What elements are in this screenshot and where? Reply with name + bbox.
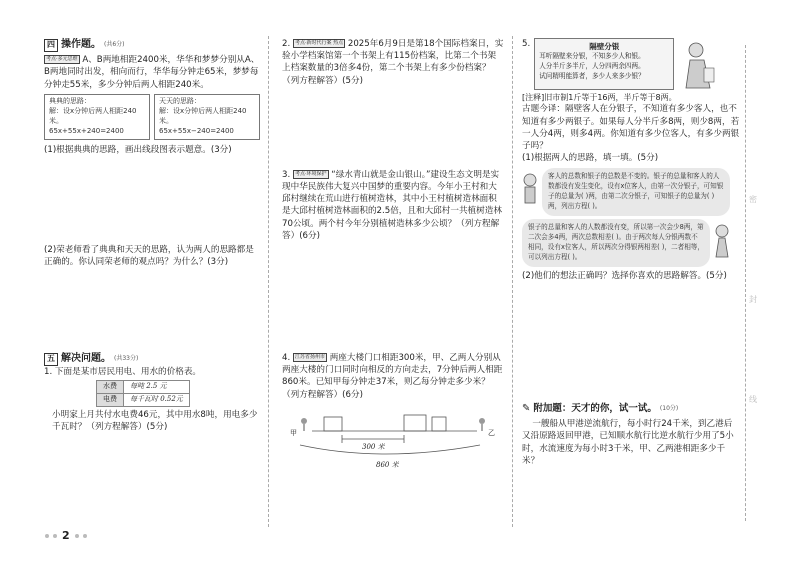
section-score: (共33分) <box>114 354 139 362</box>
bonus-score: (10分) <box>659 404 679 412</box>
problem-2 <box>282 38 504 87</box>
bonus-heading <box>522 402 740 416</box>
dot-icon <box>75 534 79 538</box>
page-number: 2 <box>62 529 70 542</box>
table-cell: 每千瓦时 0.52元 <box>124 394 190 407</box>
table-cell: 水费 <box>97 381 124 394</box>
buildings-diagram <box>282 395 504 475</box>
label-yi: 乙 <box>488 429 495 437</box>
poem-scroll <box>534 38 674 90</box>
building-center <box>404 415 426 431</box>
problem-tag: 考点·环境保护 <box>294 170 327 177</box>
problem-number: 5. <box>522 39 531 49</box>
problem-tag: 考点·新时代行案 热点 <box>294 40 344 46</box>
distance-860-brace <box>300 445 480 454</box>
idea-box-title: 典典的思路： <box>49 96 91 105</box>
idea-boxes <box>44 94 260 140</box>
problem-tag: 考点·多元思维 <box>46 56 78 63</box>
table-row <box>97 381 190 394</box>
table-cell: 电费 <box>97 394 124 407</box>
building-right <box>432 417 446 431</box>
bonus-title: 附加题：天才的你，试一试。 <box>533 403 657 415</box>
note: [注释]旧市制1斤等于16两，半斤等于8两。 <box>522 93 677 102</box>
problem-number: 4. <box>282 353 291 363</box>
label-300: 300 米 <box>362 443 385 451</box>
table-row <box>97 394 190 407</box>
poem-line: 耳听隔壁来分银，不知多少人和银。 <box>539 52 645 61</box>
person-yi-icon <box>479 418 485 424</box>
dot-icon <box>53 534 57 538</box>
page-footer <box>44 528 88 544</box>
column-3 <box>522 38 740 282</box>
section-title: 解决问题。 <box>61 353 111 364</box>
person-jia-icon <box>301 418 307 424</box>
section-heading-solve <box>44 352 260 366</box>
column-divider-1 <box>268 36 269 527</box>
problem-4 <box>282 352 504 401</box>
bubble-row-1 <box>522 168 740 216</box>
question-1: (1)根据两人的思路，填一填。(5分) <box>522 153 659 164</box>
seal-marks <box>746 150 760 450</box>
problem-text: 1. 下面是某市居民用电、用水的价格表。 <box>44 367 202 378</box>
idea-box-tiantian <box>154 94 260 140</box>
pen-icon: ✎ <box>522 403 531 414</box>
bonus-text: 一艘船从甲港逆流航行，每小时行24千米，到乙港后又沿原路返回甲港，已知顺水航行比逆水航行少用了5小时，水流速度为每小时3千米，甲、乙两港相距多少千米？ <box>522 419 734 466</box>
scholar-illustration <box>678 38 718 90</box>
idea-box-line: 解：设x分钟后两人相距240米。 <box>49 106 137 125</box>
table-cell: 每吨 2.5 元 <box>124 381 190 394</box>
label-jia: 甲 <box>290 429 297 437</box>
problem-body: 2025年6月9日是第18个国际档案日，实验小学档案馆第一个书架上有115份档案，比第二个书架上档案数量的3倍多4份，第二个书架上有多少份档案？（列方程解答）(5分) <box>282 39 504 86</box>
section-number: 四 <box>44 39 58 52</box>
problem-number: 3. <box>282 169 291 180</box>
poem-title: 隔壁分银 <box>589 42 620 51</box>
seal-mark: 密 <box>749 195 757 204</box>
problem-question: 小明家上月共付水电费46元，其中用水8吨，用电多少千瓦时？（列方程解答）(5分) <box>52 410 258 433</box>
poem-line: 人分半斤多半斤，人分四两余四两。 <box>539 62 645 71</box>
problem-number: 2. <box>282 39 291 49</box>
question-2: (2)荣老师看了典典和天天的思路，认为两人的思路都是正确的。你认同荣老师的观点吗？为什么？(3分) <box>44 244 254 267</box>
idea-box-equation: 65x+55x+240=2400 <box>49 126 124 135</box>
idea-box-diandian <box>44 94 150 140</box>
question-2: (2)他们的想法正确吗？选择你喜欢的思路解答。(5分) <box>522 270 727 281</box>
problem-tag: 江苏省扬州市 <box>294 354 325 360</box>
problem-3 <box>282 169 504 242</box>
problem-body: “绿水青山就是金山银山。”建设生态文明是实现中华民族伟大复兴中国梦的重要内容。今年小王村和大邱村继续在荒山进行植树造林，其中小王村植树造林面积是大邱村植树造林面积的2.5倍，且和大邱村一共植树造林70公顷。两个村今年分别植树造林多少公顷？（列方程解答）(6分) <box>282 169 502 241</box>
idea-box-equation: 65x+55x−240=2400 <box>159 126 234 135</box>
poem-line: 试问精明能算者，多少人来多少银？ <box>539 72 645 81</box>
section-score: (共6分) <box>104 40 125 48</box>
column-1 <box>44 38 260 268</box>
idea-box-line: 解：设x分钟后两人相距240米。 <box>159 106 247 125</box>
price-table <box>96 380 190 407</box>
seal-mark: 封 <box>749 295 757 304</box>
problem-5-header <box>522 38 740 90</box>
thought-bubble-1: 客人的总数和银子的总数是不变的。银子的总量和客人的人数都没有发生变化，设有x位客人，由第一次分银子，可知银子的总量为( )两，由第二次分银子，可知银子的总量为( )两，列出方程( )。 <box>542 168 730 216</box>
problem-body: 两座大楼门口相距300米，甲、乙两人分别从两座大楼的门口同时向相反的方向走去，7分钟后两人相距860米。已知甲每分钟走37米，则乙每分钟走多少米？（列方程解答）(6分) <box>282 353 503 400</box>
seal-mark: 线 <box>749 395 757 404</box>
dot-icon <box>83 534 87 538</box>
section-title: 操作题。 <box>61 39 101 50</box>
column-1-lower <box>44 352 260 434</box>
section-number: 五 <box>44 353 58 366</box>
label-860: 860 米 <box>376 461 399 469</box>
problem-text <box>44 54 260 91</box>
column-2 <box>282 38 504 242</box>
student-boy-icon <box>522 172 538 212</box>
dot-icon <box>45 534 49 538</box>
building-left <box>324 417 342 431</box>
idea-box-title: 天天的思路： <box>159 96 201 105</box>
section-heading-operation <box>44 38 260 52</box>
question-1: (1)根据典典的思路，画出线段图表示题意。(3分) <box>44 144 232 155</box>
bonus-section <box>522 402 740 467</box>
problem-body: A、B两地相距2400米，华华和梦梦分别从A、B两地同时出发，相向而行，华华每分钟走65米，梦梦每分钟走55米，多少分钟后两人相距240米。 <box>44 55 260 90</box>
column-divider-2 <box>512 36 513 527</box>
translation: 古题今译：隔壁客人在分银子，不知道有多少客人，也不知道有多少两银子。如果每人分半斤多8两，则少8两，若一人分4两，则多4两。你知道有多少位客人，有多少两银子吗？ <box>522 104 740 151</box>
student-girl-icon <box>714 223 730 263</box>
thought-bubble-2: 银子的总量和客人的人数都没有变，所以第一次会少8两，第二次会多4两，两次总数相差( )。由于两次每人分银两数不相同，设有x位客人，所以两次分得银两相差( )，二者相等，可以列出方程( )。 <box>522 219 710 267</box>
bubble-row-2 <box>522 219 740 267</box>
